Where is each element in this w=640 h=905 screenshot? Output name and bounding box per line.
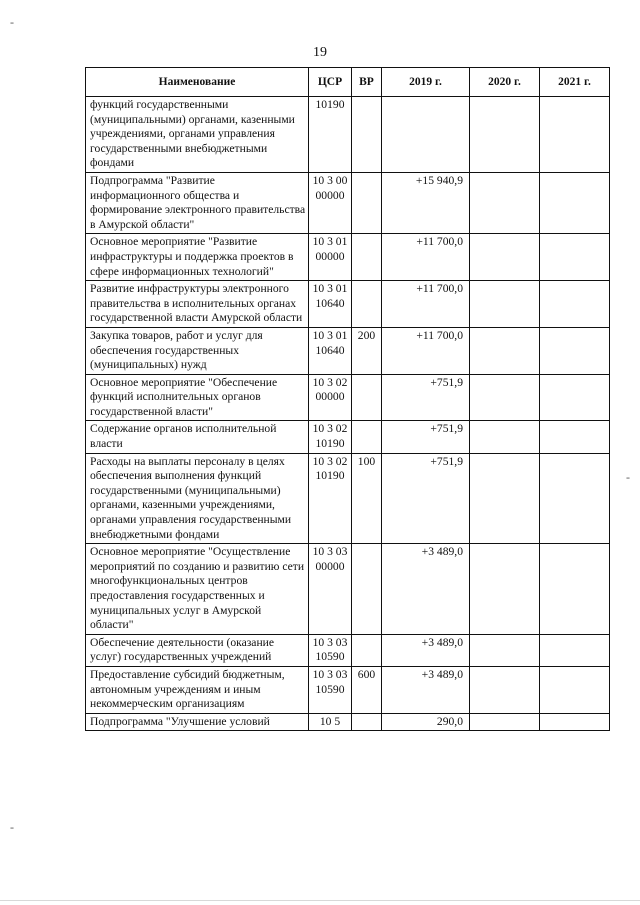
cell-csr: 10 3 00 00000 (309, 172, 352, 233)
header-2021: 2021 г. (540, 68, 610, 97)
cell-csr: 10 3 03 00000 (309, 544, 352, 635)
cell-vr (352, 634, 382, 666)
table-row (86, 544, 610, 635)
cell-name: Основное мероприятие "Развитие инфраструктуры и поддержка проектов в сфере информационных технологий" (86, 234, 309, 281)
cell-2019: +11 700,0 (382, 327, 470, 374)
cell-vr (352, 374, 382, 421)
cell-name: Развитие инфраструктуры электронного правительства в исполнительных органах государственной власти Амурской области (86, 281, 309, 328)
table-row (86, 374, 610, 421)
cell-2019: +751,9 (382, 453, 470, 544)
cell-vr (352, 713, 382, 731)
cell-2019: 290,0 (382, 713, 470, 731)
cell-2020 (470, 713, 540, 731)
table-row (86, 421, 610, 453)
table-row (86, 327, 610, 374)
table-row (86, 666, 610, 713)
cell-2020 (470, 234, 540, 281)
header-vr: ВР (352, 68, 382, 97)
cell-2021 (540, 234, 610, 281)
cell-2019: +751,9 (382, 421, 470, 453)
cell-name: Основное мероприятие "Осуществление мероприятий по созданию и развитию сети многофункциональных центров предоставления государственных и муниципальных услуг в Амурской области" (86, 544, 309, 635)
cell-2019: +11 700,0 (382, 234, 470, 281)
table-header-row (86, 68, 610, 97)
table-row (86, 172, 610, 233)
header-csr: ЦСР (309, 68, 352, 97)
header-2020: 2020 г. (470, 68, 540, 97)
cell-csr: 10 3 03 10590 (309, 634, 352, 666)
cell-vr: 100 (352, 453, 382, 544)
cell-2019: +15 940,9 (382, 172, 470, 233)
cell-2020 (470, 172, 540, 233)
table-row (86, 634, 610, 666)
cell-2021 (540, 634, 610, 666)
cell-2020 (470, 374, 540, 421)
cell-2019 (382, 97, 470, 173)
scan-mark: - (10, 820, 14, 834)
cell-vr: 600 (352, 666, 382, 713)
cell-2021 (540, 374, 610, 421)
cell-csr: 10 3 01 10640 (309, 327, 352, 374)
cell-name: Расходы на выплаты персоналу в целях обеспечения выполнения функций государственными (муниципальными) органами, казенными учреждениями, органами управления государственными внебюджетными фондами (86, 453, 309, 544)
cell-2020 (470, 97, 540, 173)
header-name: Наименование (86, 68, 309, 97)
page-edge (0, 900, 640, 901)
table-row (86, 281, 610, 328)
cell-csr: 10 3 02 10190 (309, 421, 352, 453)
cell-2019: +751,9 (382, 374, 470, 421)
table-body (86, 97, 610, 731)
cell-name: Основное мероприятие "Обеспечение функций исполнительных органов государственной власти" (86, 374, 309, 421)
cell-2019: +3 489,0 (382, 634, 470, 666)
header-2019: 2019 г. (382, 68, 470, 97)
cell-vr (352, 281, 382, 328)
cell-2021 (540, 327, 610, 374)
cell-2021 (540, 666, 610, 713)
cell-name: Предоставление субсидий бюджетным, автономным учреждениям и иным некоммерческим организациям (86, 666, 309, 713)
cell-name: Закупка товаров, работ и услуг для обеспечения государственных (муниципальных) нужд (86, 327, 309, 374)
cell-2021 (540, 421, 610, 453)
cell-2020 (470, 666, 540, 713)
cell-2021 (540, 453, 610, 544)
cell-name: Обеспечение деятельности (оказание услуг) государственных учреждений (86, 634, 309, 666)
cell-name: Содержание органов исполнительной власти (86, 421, 309, 453)
cell-vr: 200 (352, 327, 382, 374)
cell-name: Подпрограмма "Развитие информационного общества и формирование электронного правительства в Амурской области" (86, 172, 309, 233)
cell-csr: 10 3 02 10190 (309, 453, 352, 544)
budget-table (85, 67, 610, 731)
cell-2021 (540, 544, 610, 635)
cell-2019: +3 489,0 (382, 666, 470, 713)
cell-2021 (540, 172, 610, 233)
cell-2019: +11 700,0 (382, 281, 470, 328)
table-row (86, 453, 610, 544)
cell-2020 (470, 634, 540, 666)
cell-vr (352, 172, 382, 233)
cell-2020 (470, 453, 540, 544)
table-row (86, 713, 610, 731)
cell-csr: 10 3 01 10640 (309, 281, 352, 328)
cell-vr (352, 97, 382, 173)
cell-vr (352, 544, 382, 635)
cell-name: Подпрограмма "Улучшение условий (86, 713, 309, 731)
table-row (86, 97, 610, 173)
cell-2020 (470, 281, 540, 328)
cell-csr: 10 3 02 00000 (309, 374, 352, 421)
page-number: 19 (313, 45, 327, 60)
cell-vr (352, 421, 382, 453)
cell-2020 (470, 421, 540, 453)
table-row (86, 234, 610, 281)
cell-2020 (470, 327, 540, 374)
cell-csr: 10 3 01 00000 (309, 234, 352, 281)
cell-2021 (540, 97, 610, 173)
cell-name: функций государственными (муниципальными) органами, казенными учреждениями, органами управления государственными внебюджетными фондами (86, 97, 309, 173)
scan-mark: - (10, 15, 14, 29)
cell-csr: 10 3 03 10590 (309, 666, 352, 713)
cell-2021 (540, 281, 610, 328)
cell-2021 (540, 713, 610, 731)
cell-csr: 10190 (309, 97, 352, 173)
cell-2019: +3 489,0 (382, 544, 470, 635)
cell-vr (352, 234, 382, 281)
cell-2020 (470, 544, 540, 635)
scan-mark: - (626, 470, 630, 484)
cell-csr: 10 5 (309, 713, 352, 731)
